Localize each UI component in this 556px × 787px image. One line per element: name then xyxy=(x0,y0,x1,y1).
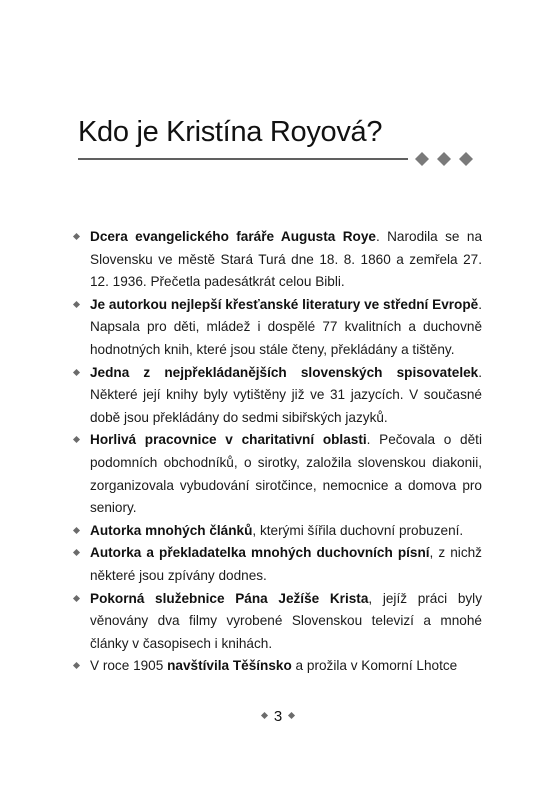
diamond-icon xyxy=(288,712,295,719)
item-bold-text: Jedna z nejpřekládanějších slovenských spisovatelek xyxy=(90,364,479,380)
page-title: Kdo je Kristína Royová? xyxy=(78,116,383,148)
list-item xyxy=(72,362,482,430)
diamond-icon xyxy=(415,152,429,166)
item-bold-text: Pokorná služebnice Pána Ježíše Krista xyxy=(90,590,369,606)
item-bold-text: navštívila Těšínsko xyxy=(167,658,292,674)
item-bold-text: Horlivá pracovnice v charitativní oblasti xyxy=(90,432,367,448)
diamond-icon xyxy=(459,152,473,166)
list-item xyxy=(72,294,482,362)
title-rule-ornament xyxy=(78,152,478,166)
diamond-bullet-icon xyxy=(73,594,80,601)
item-bold-text: Autorka mnohých článků xyxy=(90,522,253,538)
item-text: , jejíž práci byly věnovány dva filmy vyrobené Slovenskou televizí a mnohé články v časopisech i knihách. xyxy=(90,590,482,651)
bullet-list xyxy=(72,226,482,678)
diamond-icon xyxy=(437,152,451,166)
list-item xyxy=(72,429,482,519)
page-number: 3 xyxy=(273,708,283,725)
diamond-bullet-icon xyxy=(73,549,80,556)
diamond-icon xyxy=(261,712,268,719)
diamond-bullet-icon xyxy=(73,662,80,669)
diamond-bullet-icon xyxy=(73,527,80,534)
item-bold-text: Autorka a překladatelka mnohých duchovních písní xyxy=(90,545,430,561)
item-text: . Některé její knihy byly vytištěny již ve 31 jazycích. V současné době jsou překládány do sedmi sibiřských jazyků. xyxy=(90,364,482,425)
list-item xyxy=(72,588,482,656)
list-item xyxy=(72,520,482,543)
item-bold-text: Je autorkou nejlepší křesťanské literatury ve střední Evropě xyxy=(90,296,479,312)
item-text: a prožila v Komorní Lhotce xyxy=(291,658,458,674)
item-text: . Narodila se na Slovensku ve městě Stará Turá dne 18. 8. 1860 a zemřela 27. 12. 1936. Přečetla padesátkrát celou Bibli. xyxy=(90,229,483,290)
diamond-bullet-icon xyxy=(73,233,80,240)
item-bold-text: Dcera evangelického faráře Augusta Roye xyxy=(90,229,376,244)
page-footer xyxy=(0,708,556,725)
diamond-bullet-icon xyxy=(73,369,80,376)
list-item xyxy=(72,226,482,294)
item-lead-text: V roce 1905 xyxy=(90,658,168,674)
list-item xyxy=(72,542,482,587)
item-text: , kterými šířila duchovní probuzení. xyxy=(252,522,464,538)
list-item xyxy=(72,655,482,678)
item-text: . Pečovala o děti podomních obchodníků, o sirotky, založila slovenskou diakonii, zorganizovala vybudování sirotčince, nemocnice a domova pro seniory. xyxy=(90,432,482,516)
item-text: , z nichž některé jsou zpívány dodnes. xyxy=(90,545,482,583)
item-text: . Napsala pro děti, mládež i dospělé 77 kvalitních a duchovně hodnotných knih, které jsou stále čteny, překládány a tištěny. xyxy=(90,296,482,357)
diamond-bullet-icon xyxy=(73,436,80,443)
diamond-bullet-icon xyxy=(73,301,80,308)
